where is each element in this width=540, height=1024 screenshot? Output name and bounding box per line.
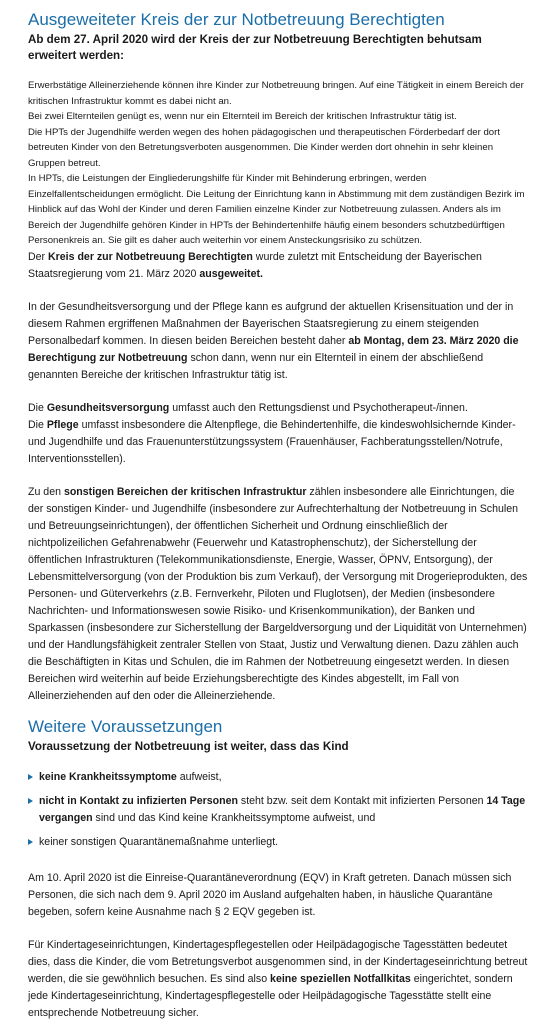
paragraph-eqv: Am 10. April 2020 ist die Einreise-Quarantäneverordnung (EQV) in Kraft getreten. Danach müssen sich Personen, die sich nach dem 9. April 2020 im Ausland aufgehalten haben, in häusliche Quarantäne begeben, sofern keine Ausnahme nach § 2 EQV gegeben ist. xyxy=(28,871,512,918)
paragraph-kreis: Der Kreis der zur Notbetreuung Berechtigten wurde zuletzt mit Entscheidung der Bayerischen Staatsregierung vom 21. März 2020 ausgeweitet. xyxy=(28,250,482,280)
paragraph-gesundheit-pflege: In der Gesundheitsversorgung und der Pflege kann es aufgrund der aktuellen Krisensituation und der in diesem Rahmen ergriffenen Maßnahmen der Bayerischen Staatsregierung zu einem steigenden Personalbedarf kommen. In diesen beiden Bereichen besteht daher ab Montag, dem 23. März 2020 die Berechtigung zur Notbetreuung schon dann, wenn nur ein Elternteil in einem der abschließend genannten Bereiche der kritischen Infrastruktur tätig ist. xyxy=(28,300,519,381)
triangle-bullet-icon xyxy=(28,839,33,845)
rule-zwei-elternteile: Bei zwei Elternteilen genügt es, wenn nur ein Elternteil im Bereich der kritischen Infrastruktur tätig ist. xyxy=(28,111,457,122)
list-item: nicht in Kontakt zu infizierten Personen steht bzw. seit dem Kontakt mit infizierten Personen 14 Tage vergangen sind und das Kind keine Krankheitssymptome aufweist, und xyxy=(28,793,530,827)
list-item: keine Krankheitssymptome aufweist, xyxy=(28,769,530,786)
section-heading-berechtigte: Ausgeweiteter Kreis der zur Notbetreuung Berechtigten xyxy=(28,10,445,29)
paragraph-notfallkitas: Für Kindertageseinrichtungen, Kindertagespflegestellen oder Heilpädagogische Tagesstätten bedeutet dies, dass die Kinder, die vom Betretungsverbot ausgenommen sind, in der Kindertageseinrichtung betreut werden, die sie gewöhnlich besuchen. Es sind also keine speziellen Notfallkitas eingerichtet, sondern jede Kindertageseinrichtung, Kindertagespflegestelle oder Heilpädagogische Tagesstätte stellt eine entsprechende Notbetreuung sicher. xyxy=(28,938,528,1019)
list-item: keiner sonstigen Quarantänemaßnahme unterliegt. xyxy=(28,834,530,851)
triangle-bullet-icon xyxy=(28,798,33,804)
section-lead-voraussetzungen: Voraussetzung der Notbetreuung ist weiter, dass das Kind xyxy=(28,739,349,753)
requirements-list xyxy=(28,769,530,851)
rule-hpt-eingliederungshilfe: In HPTs, die Leistungen der Eingliederungshilfe für Kinder mit Behinderung erbringen, werden Einzelfallentscheidungen ermöglicht. Die Leitung der Einrichtung kann in Abstimmung mit dem zuständigen Bezirk im Hinblick auf das Wohl der Kinder und deren Familien einzelne Kinder zur Notbetreuung zulassen. Anders als im Bereich der Jugendhilfe gehören Kinder in HPTs der Behindertenhilfe häufig einem besonders schutzbedürftigen Personenkreis an. Sie gilt es daher auch weiterhin vor einem Ansteckungsrisiko zu schützen. xyxy=(28,173,525,246)
section-lead: Ab dem 27. April 2020 wird der Kreis der zur Notbetreuung Berechtigten behutsam erweitert werden: xyxy=(28,33,482,62)
paragraph-kritische-infrastruktur: Zu den sonstigen Bereichen der kritischen Infrastruktur zählen insbesondere alle Einrichtungen, die der sonstigen Kinder- und Jugendhilfe (insbesondere zur Aufrechterhaltung der Notbetreuung in Schulen und Betreuungseinrichtungen), der öffentlichen Sicherheit und Ordnung einschließlich der nichtpolizeilichen Gefahrenabwehr (Feuerwehr und Katastrophenschutz), der Sicherstellung der öffentlichen Infrastrukturen (Telekommunikationsdienste, Energie, Wasser, ÖPNV, Entsorgung), der Lebensmittelversorgung (von der Produktion bis zum Verkauf), der Versorgung mit Drogerieprodukten, des Personen- und Güterverkehrs (z.B. Fernverkehr, Piloten und Fluglotsen), der Medien (insbesondere Nachrichten- und Informationswesen sowie Risiko- und Krisenkommunikation), der Banken und Sparkassen (insbesondere zur Sicherstellung der Bargeldversorgung und der Liquidität von Unternehmen) und der Handlungsfähigkeit zentraler Stellen von Staat, Justiz und Verwaltung dienen. Dazu zählen auch die Beschäftigten in Kitas und Schulen, die im Rahmen der Notbetreuung eingesetzt werden. In diesen Bereichen wird weiterhin auf beide Erziehungsberechtigte des Kindes abgestellt, im Fall von Alleinerziehenden auf den oder die Alleinerziehende. xyxy=(28,485,528,702)
triangle-bullet-icon xyxy=(28,774,33,780)
paragraph-gesundheitsversorgung: Die Gesundheitsversorgung umfasst auch den Rettungsdienst und Psychotherapeut-/innen. Die Pflege umfasst insbesondere die Altenpflege, die Behindertenhilfe, die kindeswohlsichernde Kinder- und Jugendhilfe und das Frauenunterstützungssystem (Frauenhäuser, Fachberatungsstellen/Notrufe, Interventionsstellen). xyxy=(28,401,516,465)
rule-hpt-jugendhilfe: Die HPTs der Jugendhilfe werden wegen des hohen pädagogischen und therapeutischen Förderbedarf der dort betreuten Kinder von den Betretungsverboten ausgenommen. Die Kinder werden dort ohnehin in sehr kleinen Gruppen betreut. xyxy=(28,126,501,169)
section-heading-voraussetzungen: Weitere Voraussetzungen xyxy=(28,716,223,736)
rule-alleinerziehende: Erwerbstätige Alleinerziehende können ihre Kinder zur Notbetreuung bringen. Auf eine Tätigkeit in einem Bereich der kritischen Infrastruktur kommt es dabei nicht an. xyxy=(28,80,524,107)
